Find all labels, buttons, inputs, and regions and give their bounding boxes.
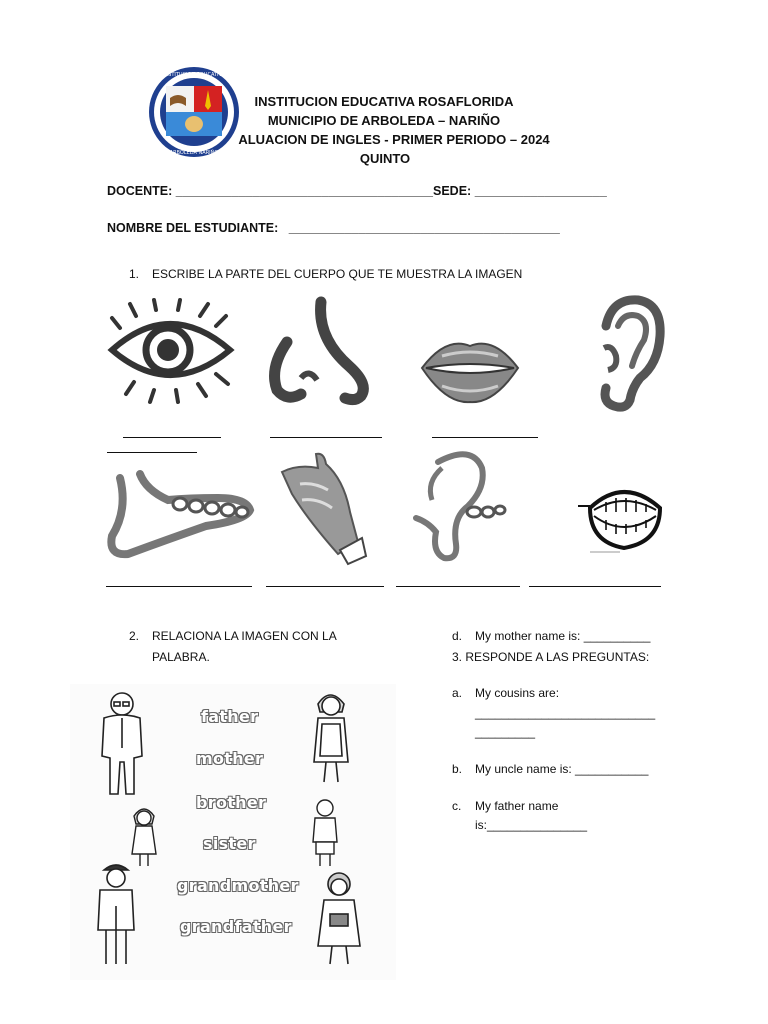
item-b-uncle-name[interactable]: My uncle name is: ___________ bbox=[475, 762, 649, 776]
grandfather-cap-figure-icon bbox=[94, 860, 138, 970]
answer-line-finger[interactable] bbox=[266, 586, 384, 587]
item-c-letter: c. bbox=[452, 799, 462, 813]
item-a-answer-line2[interactable]: _________ bbox=[475, 725, 536, 739]
finger-icon bbox=[278, 450, 366, 564]
mother-figure-icon bbox=[310, 690, 352, 786]
word-father[interactable]: father bbox=[201, 707, 259, 726]
answer-line-toe[interactable] bbox=[396, 586, 520, 587]
item-c-answer[interactable]: is:_______________ bbox=[475, 818, 588, 832]
student-name-field[interactable]: _______________________________________ bbox=[288, 221, 560, 235]
q2-instruction-line1: RELACIONA LA IMAGEN CON LA bbox=[152, 629, 337, 643]
item-c-father-name: My father name bbox=[475, 799, 559, 813]
municipality: MUNICIPIO DE ARBOLEDA – NARIÑO bbox=[267, 113, 501, 128]
item-d-letter: d. bbox=[452, 629, 463, 643]
answer-line-eye[interactable] bbox=[123, 437, 221, 438]
exam-title: ALUACION DE INGLES - PRIMER PERIODO – 2024 bbox=[238, 132, 550, 147]
ear-icon bbox=[592, 296, 664, 412]
item-a-letter: a. bbox=[452, 686, 463, 700]
word-mother[interactable]: mother bbox=[196, 749, 264, 768]
toe-icon bbox=[412, 448, 510, 564]
school-seal bbox=[148, 66, 240, 158]
grade: QUINTO bbox=[359, 151, 411, 166]
foot-icon bbox=[106, 470, 254, 562]
answer-line-mouth[interactable] bbox=[432, 437, 538, 438]
answer-line-teeth[interactable] bbox=[529, 586, 661, 587]
answer-line-foot[interactable] bbox=[106, 586, 252, 587]
svg-text:ARBOLEDA NARIÑO: ARBOLEDA NARIÑO bbox=[169, 150, 219, 156]
item-a-answer-line1[interactable]: ___________________________ bbox=[475, 706, 656, 720]
grandmother-figure-icon bbox=[316, 870, 362, 968]
seal-emblem-icon bbox=[148, 66, 240, 158]
q1-instruction: ESCRIBE LA PARTE DEL CUERPO QUE TE MUESTRA LA IMAGEN bbox=[152, 267, 523, 281]
word-sister[interactable]: sister bbox=[203, 834, 256, 853]
q2-instruction-line2: PALABRA. bbox=[152, 650, 210, 664]
answer-line-nose[interactable] bbox=[270, 437, 382, 438]
q3-instruction: 3. RESPONDE A LAS PREGUNTAS: bbox=[452, 650, 650, 664]
brother-figure-icon bbox=[310, 796, 340, 870]
mouth-icon bbox=[420, 330, 520, 406]
item-d-mother-name[interactable]: My mother name is: __________ bbox=[475, 629, 651, 643]
eye-icon bbox=[106, 298, 234, 406]
docente-field[interactable]: _____________________________________ bbox=[175, 184, 433, 198]
word-brother[interactable]: brother bbox=[196, 793, 267, 812]
student-name-label: NOMBRE DEL ESTUDIANTE: _______________________________________ bbox=[107, 221, 560, 235]
grandfather-figure-icon bbox=[96, 690, 146, 802]
item-a-cousins: My cousins are: bbox=[475, 686, 560, 700]
word-grandfather[interactable]: grandfather bbox=[180, 917, 292, 936]
docente-label: DOCENTE: _____________________________________SEDE: ___________________ bbox=[107, 184, 607, 198]
sede-field[interactable]: ___________________ bbox=[474, 184, 607, 198]
school-name: INSTITUCION EDUCATIVA ROSAFLORIDA bbox=[254, 94, 514, 109]
q2-number: 2. bbox=[129, 629, 140, 643]
svg-text:INSTITUCION EDUCATIVA: INSTITUCION EDUCATIVA bbox=[162, 72, 226, 78]
word-grandmother[interactable]: grandmother bbox=[177, 876, 299, 895]
teeth-icon bbox=[576, 480, 662, 556]
nose-icon bbox=[265, 298, 381, 406]
item-b-letter: b. bbox=[452, 762, 463, 776]
answer-line-ear[interactable] bbox=[107, 452, 197, 453]
q1-number: 1. bbox=[129, 267, 140, 281]
